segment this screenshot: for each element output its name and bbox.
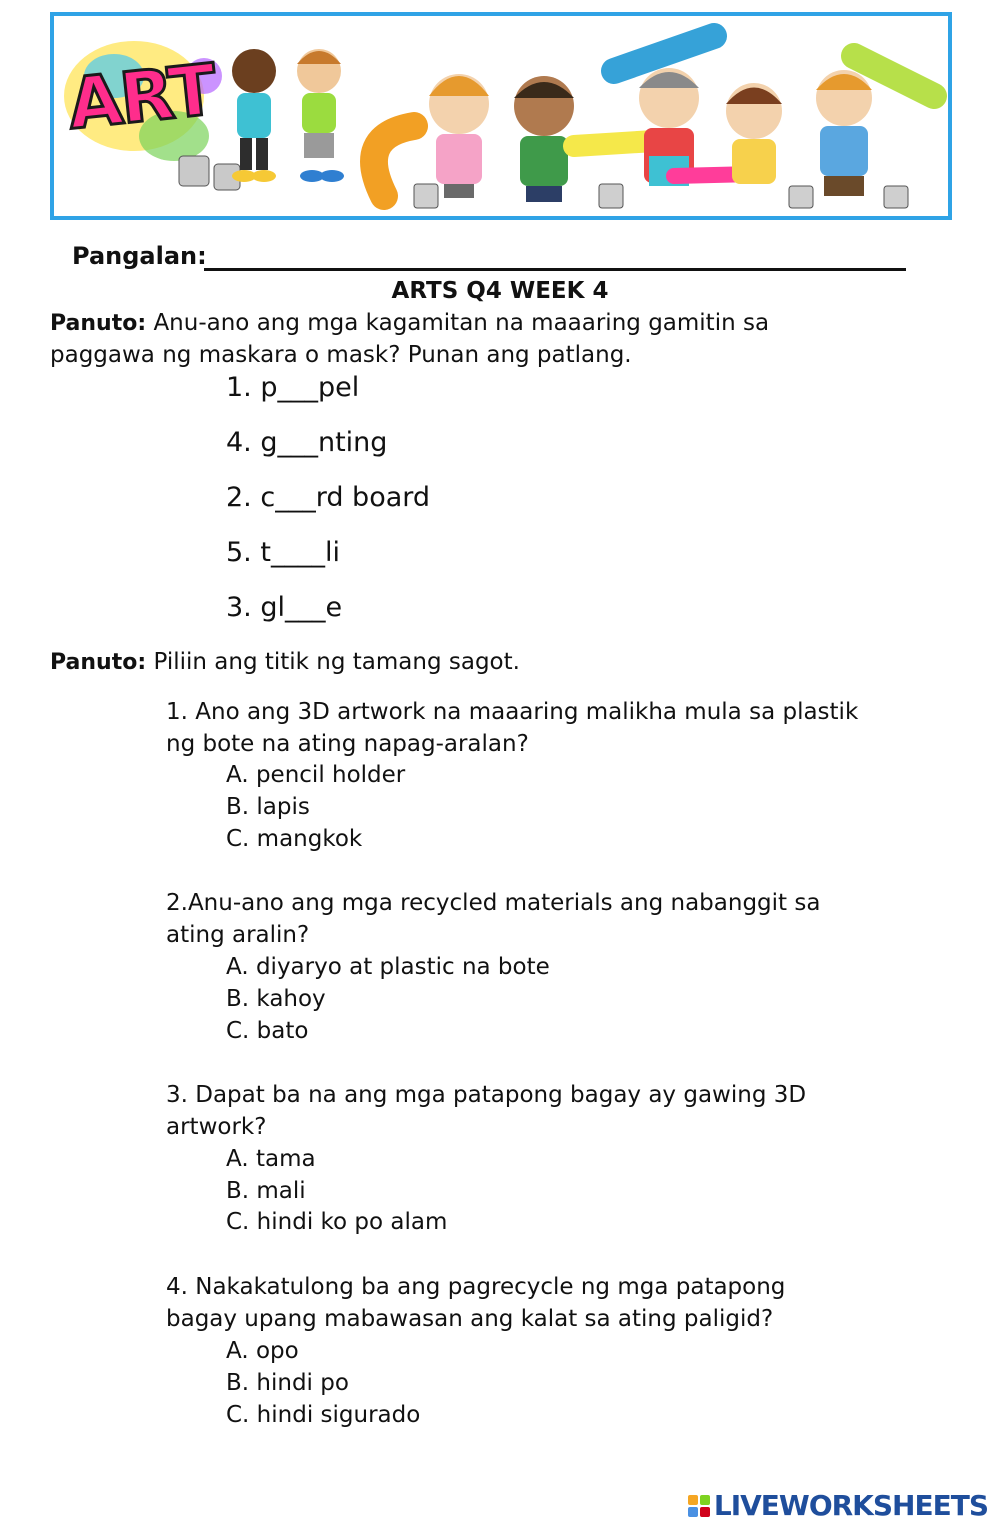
fill-item [226, 482, 430, 513]
fill-item-suffix: e [325, 592, 343, 623]
question-4-option-c[interactable]: C. hindi sigurado [226, 1402, 421, 1428]
question-3-option-a[interactable]: A. tama [226, 1146, 316, 1172]
liveworksheets-logo-icon [688, 1495, 710, 1517]
question-2-option-a[interactable]: A. diyaryo at plastic na bote [226, 954, 550, 980]
logo-square-icon [700, 1495, 710, 1505]
page-title: ARTS Q4 WEEK 4 [391, 278, 609, 304]
liveworksheets-logo-text: LIVEWORKSHEETS [713, 1489, 988, 1522]
question-3-line1: 3. Dapat ba na ang mga patapong bagay ay gawing 3D [166, 1082, 807, 1108]
panuto-label: Panuto: [50, 650, 147, 675]
question-4-line1: 4. Nakakatulong ba ang pagrecycle ng mga patapong [166, 1274, 786, 1300]
fill-item-suffix: rd board [315, 482, 431, 513]
panuto-label: Panuto: [50, 311, 147, 336]
question-2-line1: 2.Anu-ano ang mga recycled materials ang nabanggit sa [166, 890, 821, 916]
question-1-option-a[interactable]: A. pencil holder [226, 762, 406, 788]
liveworksheets-logo[interactable] [688, 1489, 988, 1522]
fill-item-prefix: 1. p [226, 372, 278, 403]
part2-instruction [50, 646, 520, 679]
part1-instruction [50, 307, 769, 340]
fill-blank[interactable]: ___ [275, 482, 316, 513]
fill-item-prefix: 3. gl [226, 592, 285, 623]
question-3-line2: artwork? [166, 1114, 267, 1140]
question-2-option-b[interactable]: B. kahoy [226, 986, 326, 1012]
question-3-option-b[interactable]: B. mali [226, 1178, 306, 1204]
logo-square-icon [688, 1495, 698, 1505]
part1-instruction-line2: paggawa ng maskara o mask? Punan ang patlang. [50, 342, 632, 368]
part1-instruction-line1: Anu-ano ang mga kagamitan na maaaring gamitin sa [153, 310, 770, 336]
fill-blank[interactable]: ___ [277, 427, 318, 458]
question-4-option-a[interactable]: A. opo [226, 1338, 299, 1364]
logo-square-icon [688, 1507, 698, 1517]
question-1-line2: ng bote na ating napag-aralan? [166, 731, 529, 757]
fill-item [226, 372, 359, 403]
part2-instruction-text: Piliin ang titik ng tamang sagot. [153, 649, 520, 675]
art-logo-text: ART [64, 48, 219, 146]
fill-item-suffix: nting [317, 427, 388, 458]
question-1-option-c[interactable]: C. mangkok [226, 826, 363, 852]
question-3-option-c[interactable]: C. hindi ko po alam [226, 1209, 448, 1235]
fill-item [226, 537, 340, 568]
fill-item-prefix: 4. g [226, 427, 278, 458]
fill-blank[interactable]: ___ [284, 592, 326, 623]
fill-blank[interactable]: ____ [270, 537, 325, 568]
logo-square-icon [700, 1507, 710, 1517]
question-1-option-b[interactable]: B. lapis [226, 794, 310, 820]
question-1-line1: 1. Ano ang 3D artwork na maaaring malikha mula sa plastik [166, 699, 859, 725]
question-2-option-c[interactable]: C. bato [226, 1018, 309, 1044]
name-blank-line[interactable] [204, 268, 906, 271]
fill-item-prefix: 2. c [226, 482, 276, 513]
question-2-line2: ating aralin? [166, 922, 310, 948]
question-4-option-b[interactable]: B. hindi po [226, 1370, 349, 1396]
fill-item [226, 592, 342, 623]
fill-item [226, 427, 387, 458]
fill-blank[interactable]: ___ [277, 372, 318, 403]
fill-item-suffix: pel [317, 372, 360, 403]
fill-item-suffix: li [324, 537, 340, 568]
art-banner-image [50, 12, 952, 220]
name-label: Pangalan: [72, 242, 207, 270]
fill-item-prefix: 5. t [226, 537, 271, 568]
question-4-line2: bagay upang mabawasan ang kalat sa ating paligid? [166, 1306, 774, 1332]
